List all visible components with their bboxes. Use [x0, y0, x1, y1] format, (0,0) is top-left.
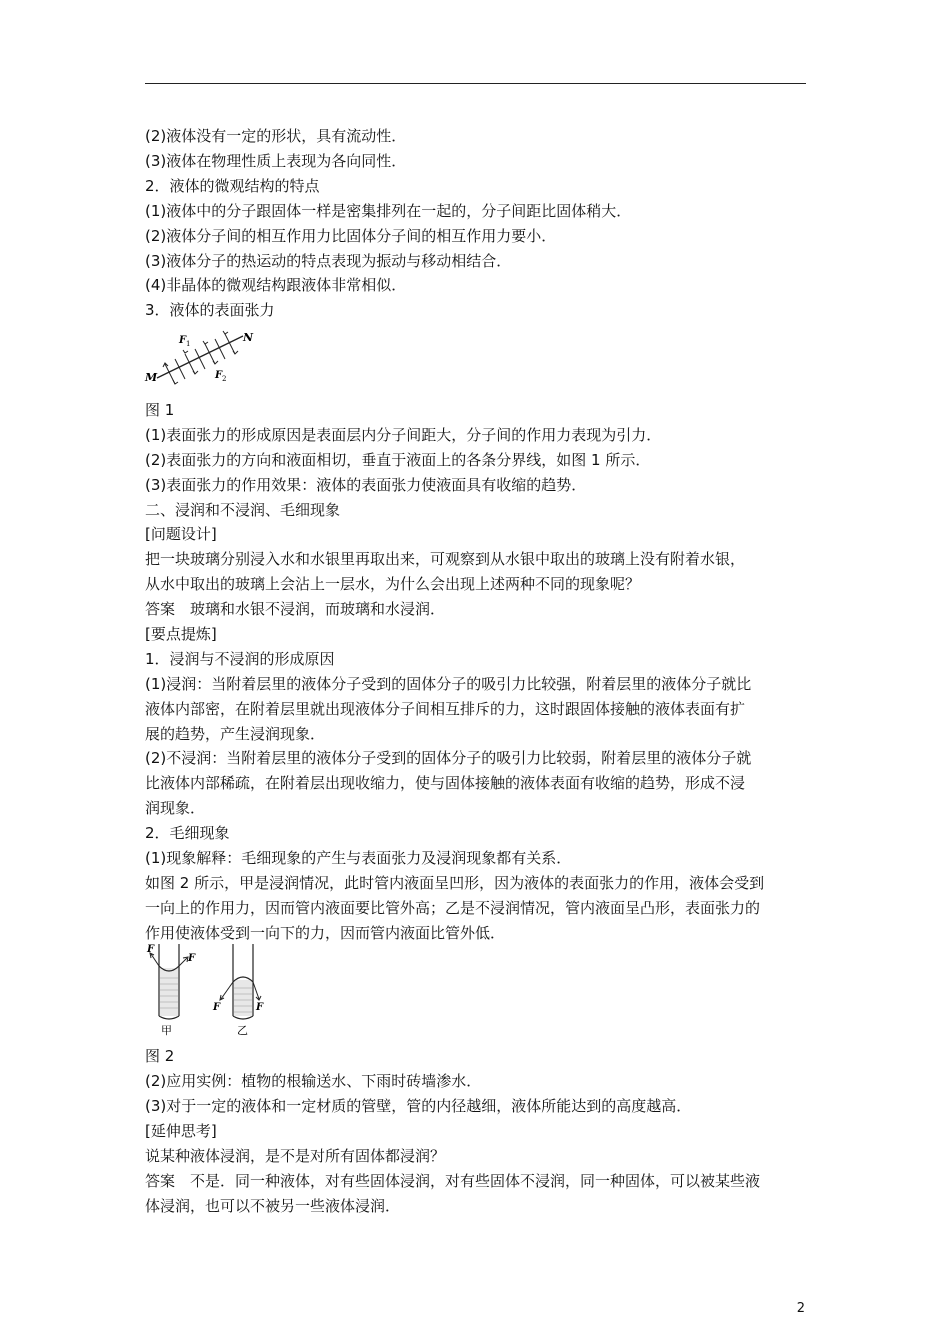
section-heading: 3．液体的表面张力	[145, 301, 275, 319]
text-line: (1)浸润：当附着层里的液体分子受到的固体分子的吸引力比较强，附着层里的液体分子就比	[145, 675, 752, 693]
text-line: 展的趋势，产生浸润现象．	[145, 725, 326, 743]
text-line: (3)液体在物理性质上表现为各向同性．	[145, 152, 407, 170]
label-f: F	[188, 953, 196, 964]
label-f: F	[147, 944, 155, 955]
tube-left	[146, 944, 196, 1036]
text-line: 从水中取出的玻璃上会沾上一层水，为什么会出现上述两种不同的现象呢？	[145, 575, 641, 593]
text-line: (3)对于一定的液体和一定材质的管壁，管的内径越细，液体所能达到的高度越高．	[145, 1097, 692, 1115]
text-line: 体浸润，也可以不被另一些液体浸润．	[145, 1197, 401, 1215]
text-line: 2．液体的微观结构的特点	[145, 177, 320, 195]
liquid-surface-line	[157, 336, 243, 378]
label-f1-subscript: 1	[186, 340, 191, 348]
label-f: F	[213, 1002, 221, 1013]
text-line: (2)液体分子间的相互作用力比固体分子间的相互作用力要小．	[145, 227, 557, 245]
page-number: 2	[796, 1301, 805, 1316]
label-n: N	[243, 331, 254, 344]
text-line: (1)液体中的分子跟固体一样是密集排列在一起的，分子间距比固体稍大．	[145, 202, 632, 220]
text-line: 1．浸润与不浸润的形成原因	[145, 650, 335, 668]
label-f1: F	[179, 335, 187, 346]
text-line: (3)液体分子的热运动的特点表现为振动与移动相结合．	[145, 252, 512, 270]
label-f2-subscript: 2	[222, 375, 227, 383]
text-line: [延伸思考]	[145, 1122, 217, 1140]
figure-caption: 图 2	[145, 1047, 175, 1065]
answer-line: 答案 玻璃和水银不浸润，而玻璃和水浸润．	[145, 600, 446, 618]
answer-line: 答案 不是．同一种液体，对有些固体浸润，对有些固体不浸润，同一种固体，可以被某些液	[145, 1172, 761, 1190]
text-line: (2)应用实例：植物的根输送水、下雨时砖墙渗水．	[145, 1072, 482, 1090]
tube-label-right: 乙	[237, 1024, 248, 1036]
capillary-figure	[143, 944, 273, 1036]
figure-caption: 图 1	[145, 401, 175, 419]
text-line: 润现象．	[145, 799, 206, 817]
section-heading: 二、浸润和不浸润、毛细现象	[145, 501, 341, 519]
header-rule	[145, 83, 806, 84]
label-f: F	[256, 1002, 264, 1013]
text-line: 比液体内部稀疏，在附着层出现收缩力，使与固体接触的液体表面有收缩的趋势，形成不浸	[145, 774, 746, 792]
surface-tension-figure	[143, 328, 263, 388]
text-line: 作用使液体受到一向下的力，因而管内液面比管外低．	[145, 924, 506, 942]
tube-right	[212, 944, 264, 1036]
text-line: 液体内部密，在附着层里就出现液体分子间相互排斥的力，这时跟固体接触的液体表面有扩	[145, 700, 746, 718]
tube-label-left: 甲	[161, 1024, 172, 1036]
text-line: (2)不浸润：当附着层里的液体分子受到的固体分子的吸引力比较弱，附着层里的液体分子就	[145, 749, 752, 767]
text-line: (3)表面张力的作用效果：液体的表面张力使液面具有收缩的趋势．	[145, 476, 587, 494]
text-line: 一向上的作用力，因而管内液面要比管外高；乙是不浸润情况，管内液面呈凸形，表面张力的	[145, 899, 761, 917]
text-line: (4)非晶体的微观结构跟液体非常相似．	[145, 276, 407, 294]
label-m: M	[145, 371, 158, 384]
text-line: (1)现象解释：毛细现象的产生与表面张力及浸润现象都有关系．	[145, 849, 572, 867]
label-f2: F	[215, 370, 223, 381]
text-line: [问题设计]	[145, 525, 217, 543]
text-line: 如图 2 所示，甲是浸润情况，此时管内液面呈凹形，因为液体的表面张力的作用，液体会受到	[145, 874, 765, 892]
text-line: (2)液体没有一定的形状，具有流动性．	[145, 127, 407, 145]
text-line: 说某种液体浸润，是不是对所有固体都浸润？	[145, 1147, 446, 1165]
text-line: 2．毛细现象	[145, 824, 230, 842]
text-line: (1)表面张力的形成原因是表面层内分子间距大，分子间的作用力表现为引力．	[145, 426, 662, 444]
text-line: 把一块玻璃分别浸入水和水银里再取出来，可观察到从水银中取出的玻璃上没有附着水银，	[145, 550, 746, 568]
force-arrows	[163, 331, 238, 384]
text-line: [要点提炼]	[145, 625, 217, 643]
text-line: (2)表面张力的方向和液面相切，垂直于液面上的各条分界线，如图 1 所示．	[145, 451, 651, 469]
